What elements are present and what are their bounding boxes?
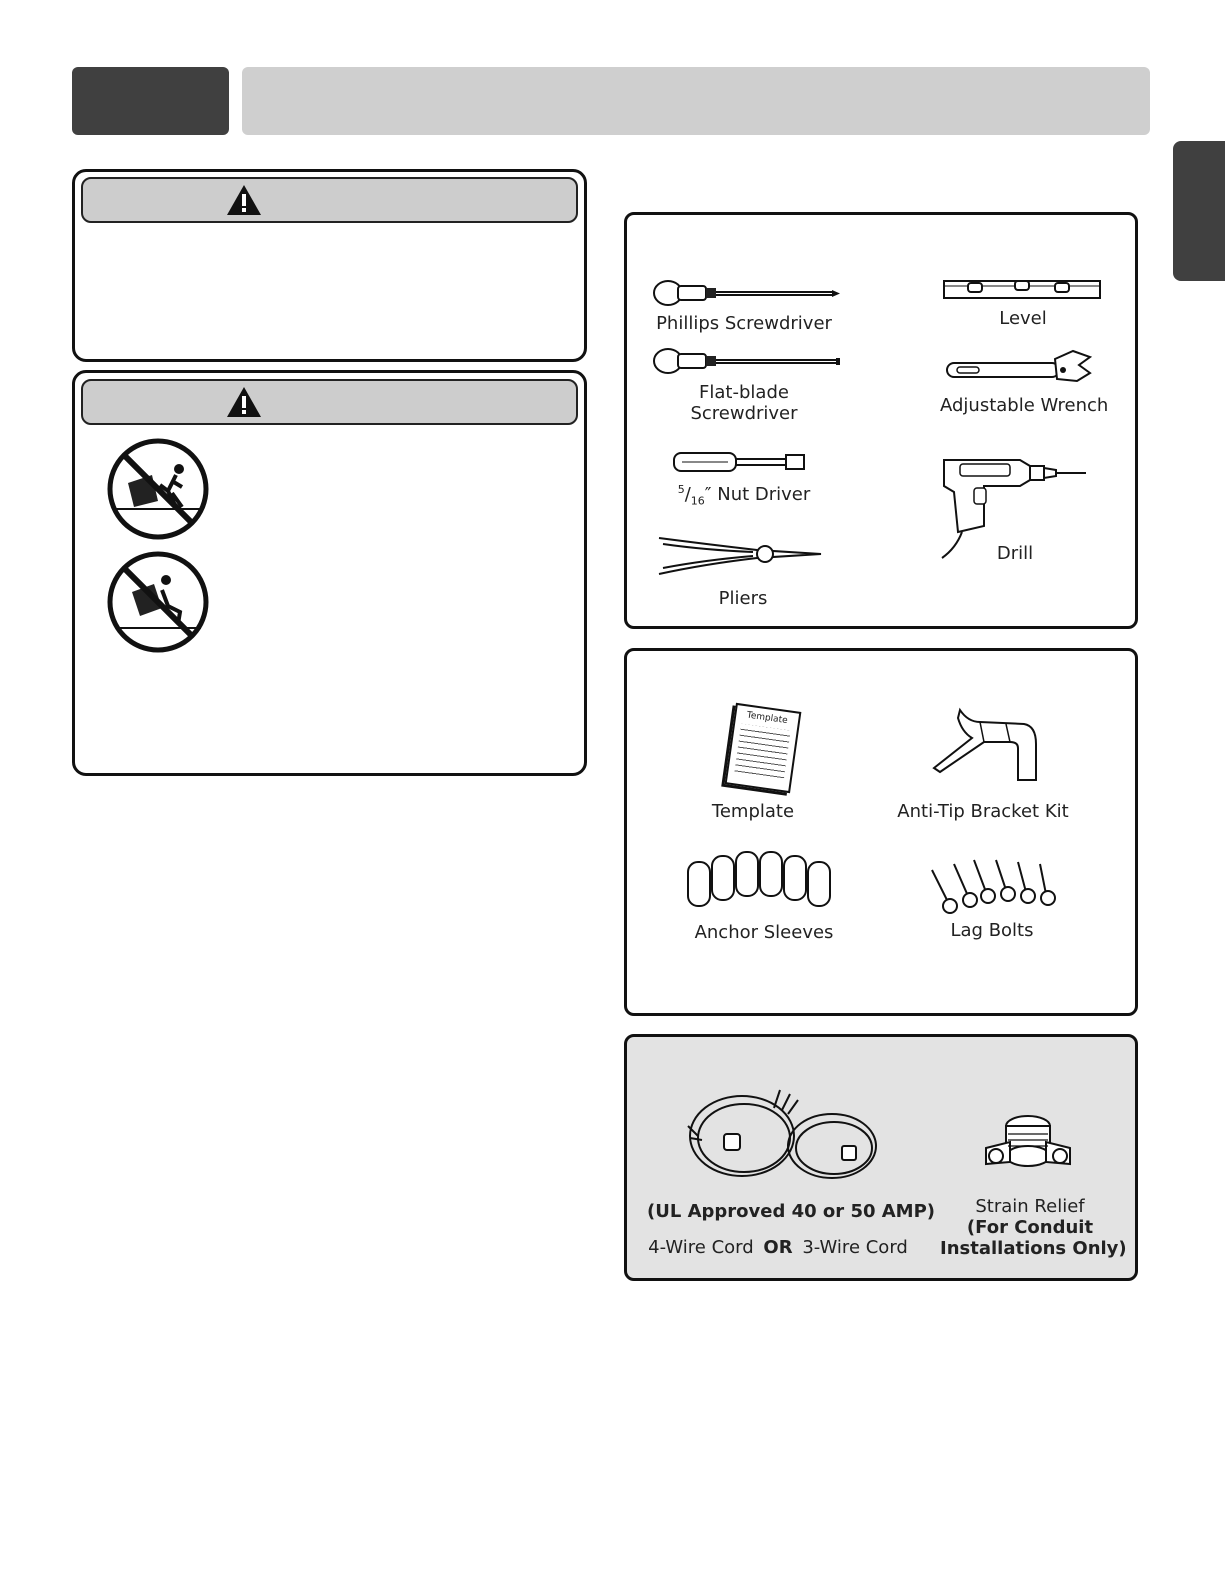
anchor-sleeves-icon (684, 848, 844, 914)
pliers-icon (655, 530, 825, 580)
strain-relief-icon (980, 1112, 1076, 1182)
cord-options-label (647, 1237, 909, 1258)
warning-triangle-icon (226, 386, 262, 418)
section-number-tab (72, 67, 229, 135)
lag-bolts-label: Lag Bolts (950, 920, 1034, 941)
conduit-label-line2: Installations Only) (940, 1238, 1127, 1259)
pliers-label: Pliers (718, 588, 768, 609)
flatblade-screwdriver-icon (652, 346, 842, 376)
nut-driver-icon (672, 450, 812, 476)
warning-box-1 (72, 169, 587, 362)
no-sitting-icon (106, 550, 210, 654)
nut-driver-fraction-numerator: 5 (677, 483, 685, 496)
nut-driver-label-text: ″ Nut Driver (704, 484, 811, 505)
level-icon (943, 278, 1103, 300)
cord-4wire-label: 4-Wire Cord (648, 1237, 754, 1258)
cord-or-label: OR (763, 1237, 793, 1258)
template-booklet-lines (734, 724, 790, 780)
section-title-bar (242, 67, 1150, 135)
nut-driver-fraction-denominator: 16 (690, 494, 705, 508)
level-label: Level (999, 308, 1047, 329)
phillips-screwdriver-icon (652, 278, 842, 308)
cord-rating-label: (UL Approved 40 or 50 AMP) (647, 1201, 936, 1222)
strain-relief-label: Strain Relief (975, 1196, 1085, 1217)
warning-header-1 (81, 177, 578, 223)
parts-panel (624, 648, 1138, 1016)
flatblade-screwdriver-label-line1: Flat-blade (699, 382, 789, 403)
lag-bolts-icon (922, 856, 1062, 916)
warning-header-2 (81, 379, 578, 425)
nut-driver-label: $^5/_{16}''$ Nut Driver (677, 483, 811, 508)
drill-label: Drill (996, 543, 1034, 564)
cord-3wire-label: 3-Wire Cord (802, 1237, 908, 1258)
power-cords-icon (684, 1088, 884, 1188)
template-booklet-icon (725, 703, 802, 793)
adjustable-wrench-label: Adjustable Wrench (940, 395, 1109, 416)
adjustable-wrench-icon (945, 347, 1095, 387)
warning-triangle-icon (226, 184, 262, 216)
template-label: Template (711, 801, 795, 822)
template-booklet-title: Template (746, 710, 789, 727)
no-climbing-icon (106, 437, 210, 541)
flatblade-screwdriver-label-line2: Screwdriver (690, 403, 798, 424)
language-side-tab (1173, 141, 1225, 281)
phillips-screwdriver-label: Phillips Screwdriver (656, 313, 832, 334)
warning-box-2 (72, 370, 587, 776)
anti-tip-bracket-label: Anti-Tip Bracket Kit (897, 801, 1069, 822)
anchor-sleeves-label: Anchor Sleeves (694, 922, 834, 943)
anti-tip-bracket-icon (932, 708, 1042, 788)
conduit-label-line1: (For Conduit (966, 1217, 1094, 1238)
